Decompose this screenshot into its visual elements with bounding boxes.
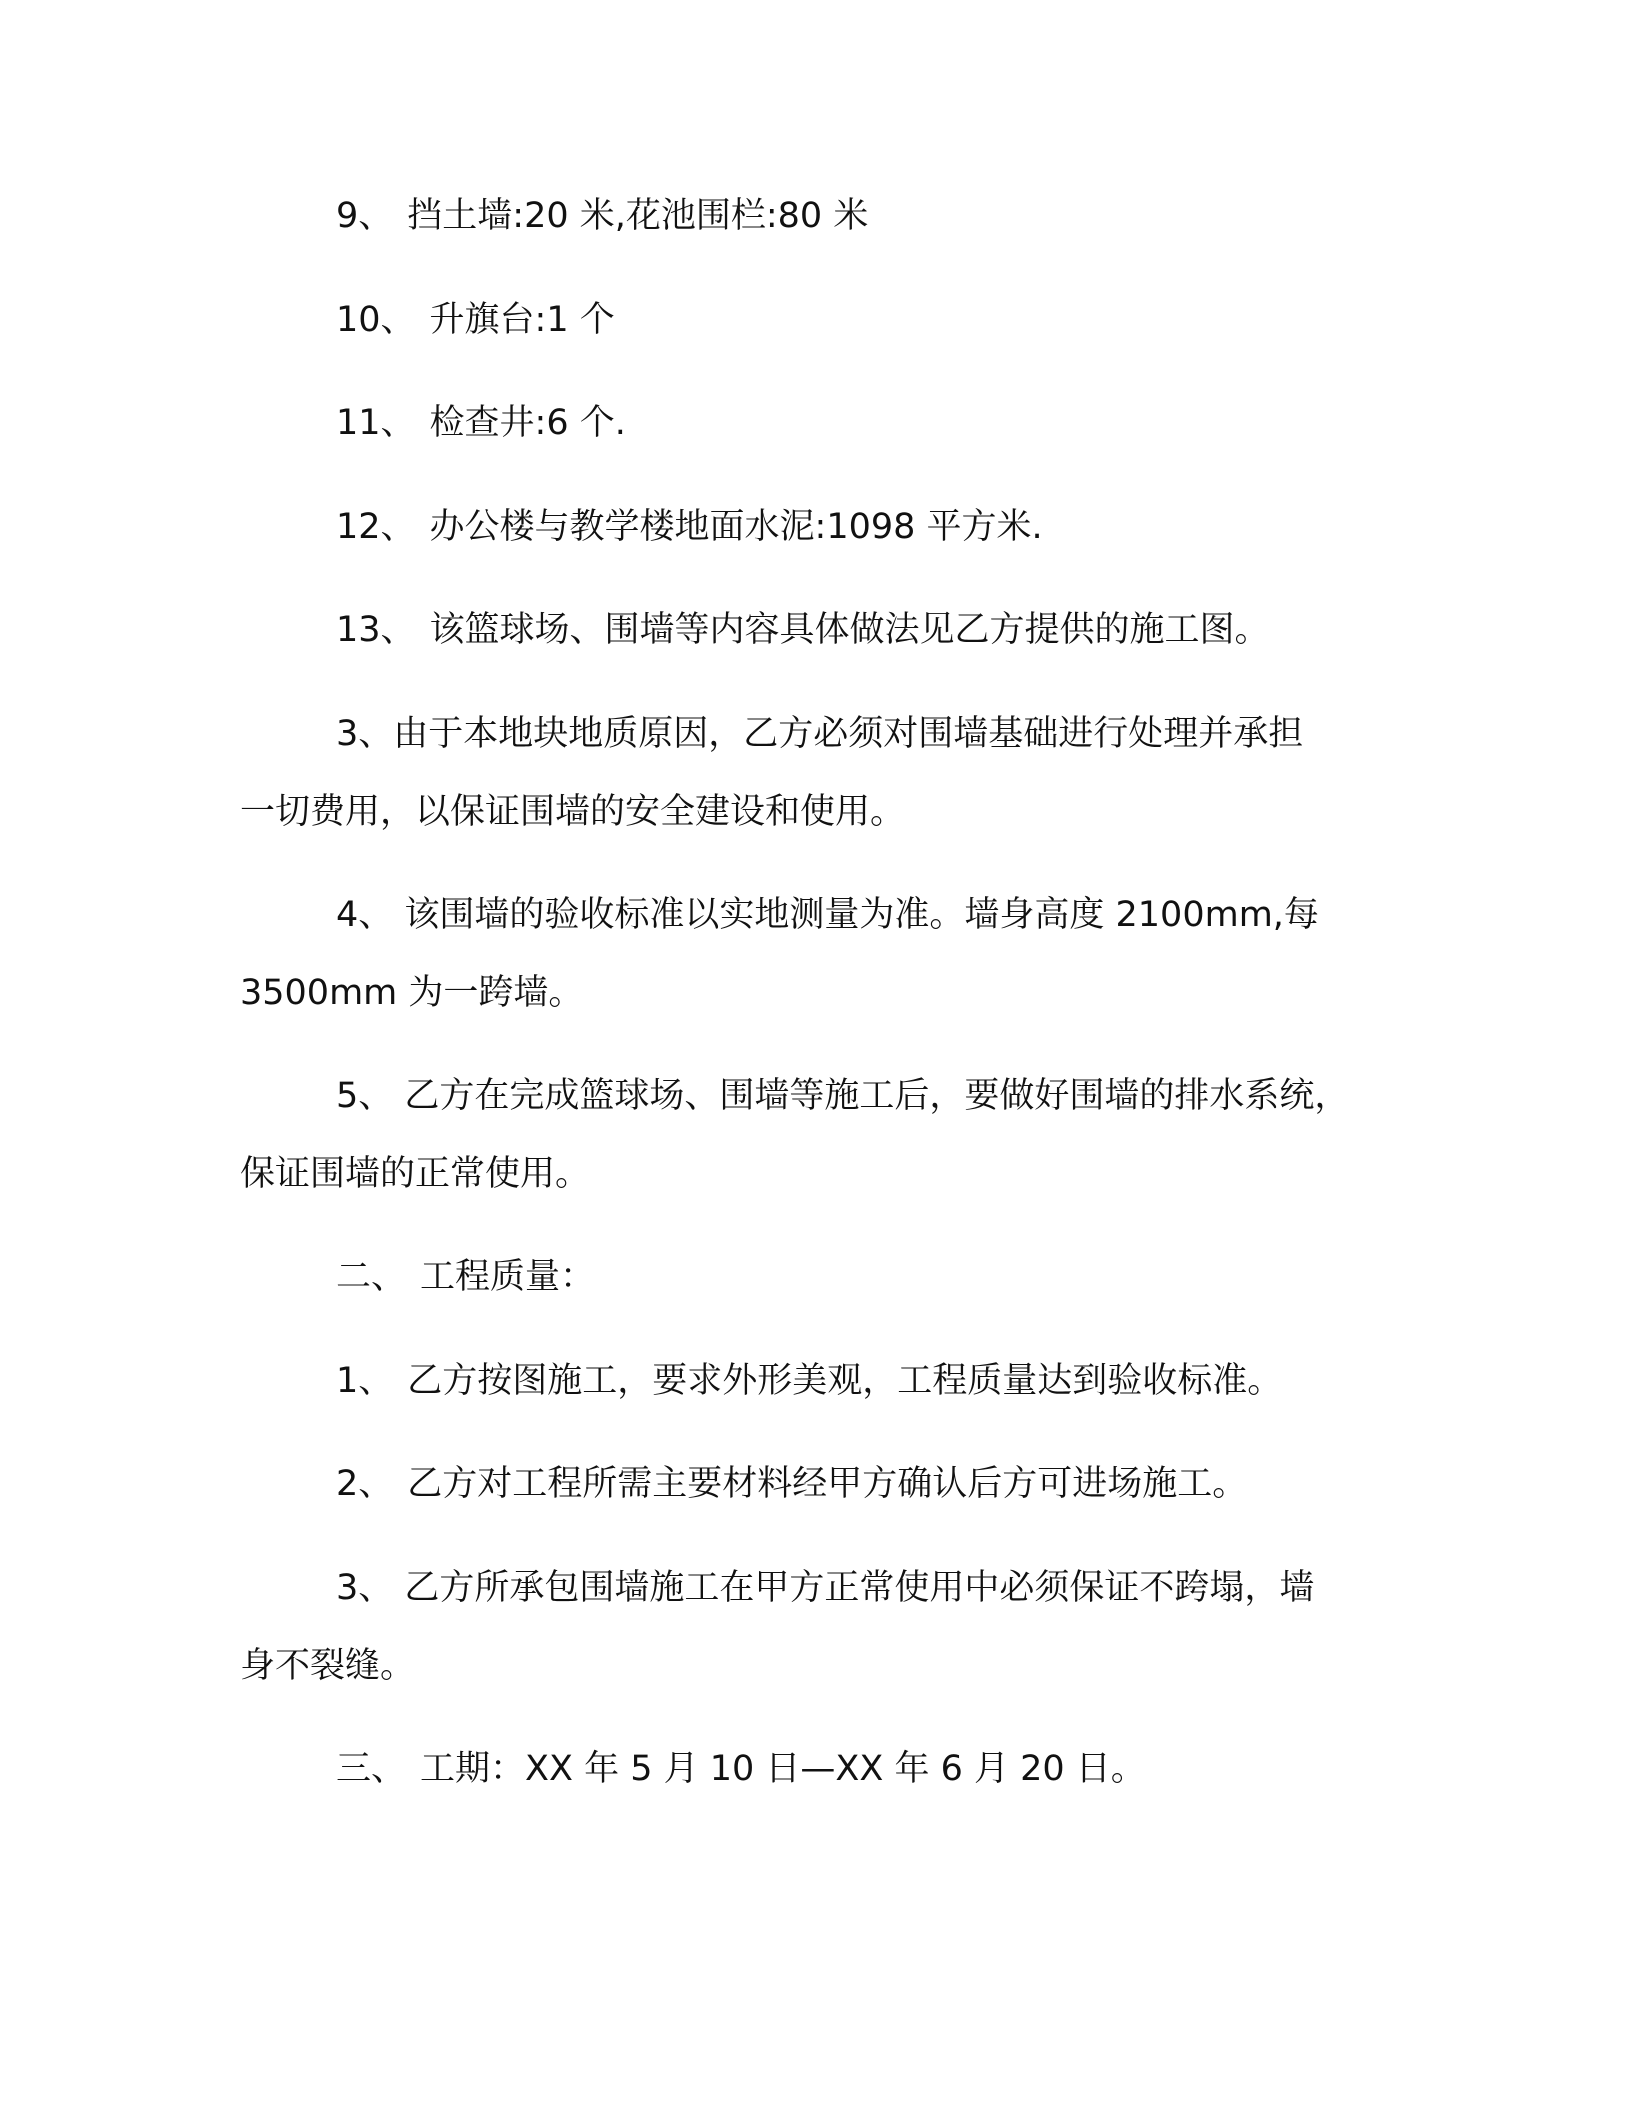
item-text: 升旗台:1 个	[429, 300, 615, 340]
section-number: 三、	[336, 1749, 407, 1789]
item-number: 11、	[336, 403, 416, 443]
item-number: 1、	[336, 1361, 394, 1401]
paragraph-3	[240, 695, 1390, 851]
quality-item-1	[240, 1342, 1390, 1420]
section-title: 工程质量：	[420, 1257, 596, 1297]
paragraph-line: 3、由于本地块地质原因，乙方必须对围墙基础进行处理并承担	[336, 714, 1304, 754]
paragraph-line: 4、 该围墙的验收标准以实地测量为准。墙身高度 2100mm,每	[336, 895, 1319, 935]
item-number: 13、	[336, 610, 416, 650]
paragraph-line: 3、 乙方所承包围墙施工在甲方正常使用中必须保证不跨塌，墙	[336, 1568, 1315, 1608]
item-number: 10、	[336, 300, 416, 340]
item-text: 检查井:6 个.	[429, 403, 626, 443]
paragraph-line: 身不裂缝。	[240, 1646, 416, 1686]
item-text: 办公楼与教学楼地面水泥:1098 平方米.	[429, 507, 1043, 547]
paragraph-line: 5、 乙方在完成篮球场、围墙等施工后，要做好围墙的排水系统，	[336, 1076, 1350, 1116]
quality-item-3	[240, 1549, 1390, 1705]
quality-item-2	[240, 1445, 1390, 1523]
paragraph-line: 一切费用，以保证围墙的安全建设和使用。	[240, 792, 906, 832]
item-number: 12、	[336, 507, 416, 547]
list-item-12	[240, 488, 1390, 566]
section-number: 二、	[336, 1257, 407, 1297]
paragraph-line: 保证围墙的正常使用。	[240, 1154, 591, 1194]
item-number: 9、	[336, 196, 394, 236]
list-item-10	[240, 281, 1390, 359]
section-text: 工期：XX 年 5 月 10 日—XX 年 6 月 20 日。	[420, 1749, 1146, 1789]
list-item-13	[240, 591, 1390, 669]
list-item-11	[240, 384, 1390, 462]
section-heading-2	[240, 1238, 1390, 1316]
item-text: 乙方按图施工，要求外形美观，工程质量达到验收标准。	[407, 1361, 1283, 1401]
list-item-9	[240, 177, 1390, 255]
item-number: 2、	[336, 1464, 394, 1504]
paragraph-4	[240, 876, 1390, 1032]
item-text: 乙方对工程所需主要材料经甲方确认后方可进场施工。	[407, 1464, 1248, 1504]
section-heading-3	[240, 1730, 1390, 1808]
item-text: 该篮球场、围墙等内容具体做法见乙方提供的施工图。	[429, 610, 1270, 650]
paragraph-5	[240, 1057, 1390, 1213]
paragraph-line: 3500mm 为一跨墙。	[240, 973, 584, 1013]
item-text: 挡土墙:20 米,花池围栏:80 米	[407, 196, 869, 236]
